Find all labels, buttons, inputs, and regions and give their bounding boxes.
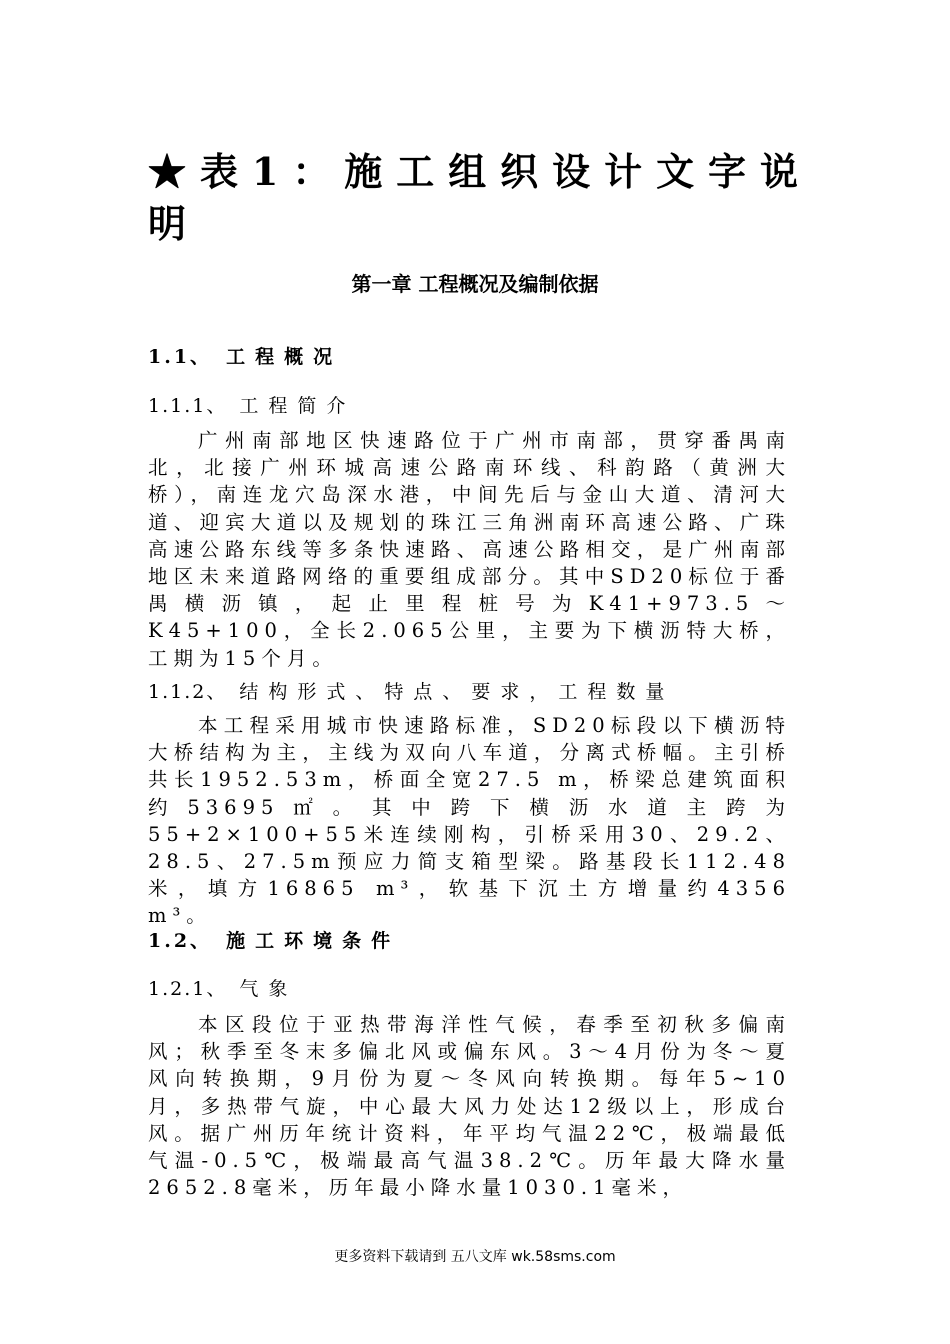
section-heading-1-1-2 — [148, 677, 674, 704]
section-heading-1-1 — [148, 342, 342, 369]
chapter-heading: 第一章 工程概况及编制依据 — [351, 272, 599, 296]
section-number: 1.1、 — [148, 346, 213, 368]
paragraph-text: 本工程采用城市快速路标准，SD20标段以下横沥特大桥结构为主，主线为双向八车道，分离式桥幅。主引桥共长1952.53m，桥面全宽27.5 m，桥梁总建筑面积约53695㎡。其中跨下横沥水道主跨为55+2×100+55米连续刚构，引桥采用30、29.2、28.5、27.5m预应力简支箱型梁。路基段长112.48米，填方16865 m³，软基下沉土方增量约4356 m³。 — [148, 714, 791, 928]
paragraph-text: 本区段位于亚热带海洋性气候，春季至初秋多偏南风；秋季至冬末多偏北风或偏东风。3～4月份为冬～夏风向转换期，9月份为夏～冬风向转换期。每年5~10月，多热带气旋，中心最大风力处达12级以上，形成台风。据广州历年统计资料，年平均气温22℃，极端最低气温-0.5℃，极端最高气温38.2℃。历年最大降水量2652.8毫米，历年最小降水量1030.1毫米， — [148, 1013, 791, 1200]
section-number: 1.1.1、 — [148, 395, 228, 417]
paragraph-structure — [148, 712, 791, 930]
section-label: 气象 — [239, 978, 298, 1000]
section-label: 施工环境条件 — [226, 930, 401, 952]
paragraph-climate — [148, 1011, 791, 1201]
section-number: 1.1.2、 — [148, 681, 228, 703]
paragraph-text: 广州南部地区快速路位于广州市南部，贯穿番禺南北，北接广州环城高速公路南环线、科韵路（黄洲大桥），南连龙穴岛深水港，中间先后与金山大道、清河大道、迎宾大道以及规划的珠江三角洲南环高速公路、广珠高速公路东线等多条快速路、高速公路相交，是广州南部地区未来道路网络的重要组成部分。其中SD20标位于番禺横沥镇，起止里程桩号为K41+973.5～K45+100，全长2.065公里，主要为下横沥特大桥，工期为15个月。 — [148, 429, 791, 670]
section-heading-1-2 — [148, 926, 400, 953]
section-label: 工程简介 — [239, 395, 356, 417]
page-footer: 更多资料下载请到 五八文库 wk.58sms.com — [334, 1249, 616, 1265]
section-number: 1.2.1、 — [148, 978, 228, 1000]
section-label: 结构形式、特点、要求，工程数量 — [239, 681, 675, 703]
section-heading-1-2-1 — [148, 974, 297, 1001]
paragraph-project-intro — [148, 427, 791, 672]
section-label: 工程概况 — [226, 346, 343, 368]
section-heading-1-1-1 — [148, 391, 355, 418]
section-number: 1.2、 — [148, 930, 213, 952]
document-title: ★表1：施工组织设计文字说明 — [148, 149, 808, 246]
